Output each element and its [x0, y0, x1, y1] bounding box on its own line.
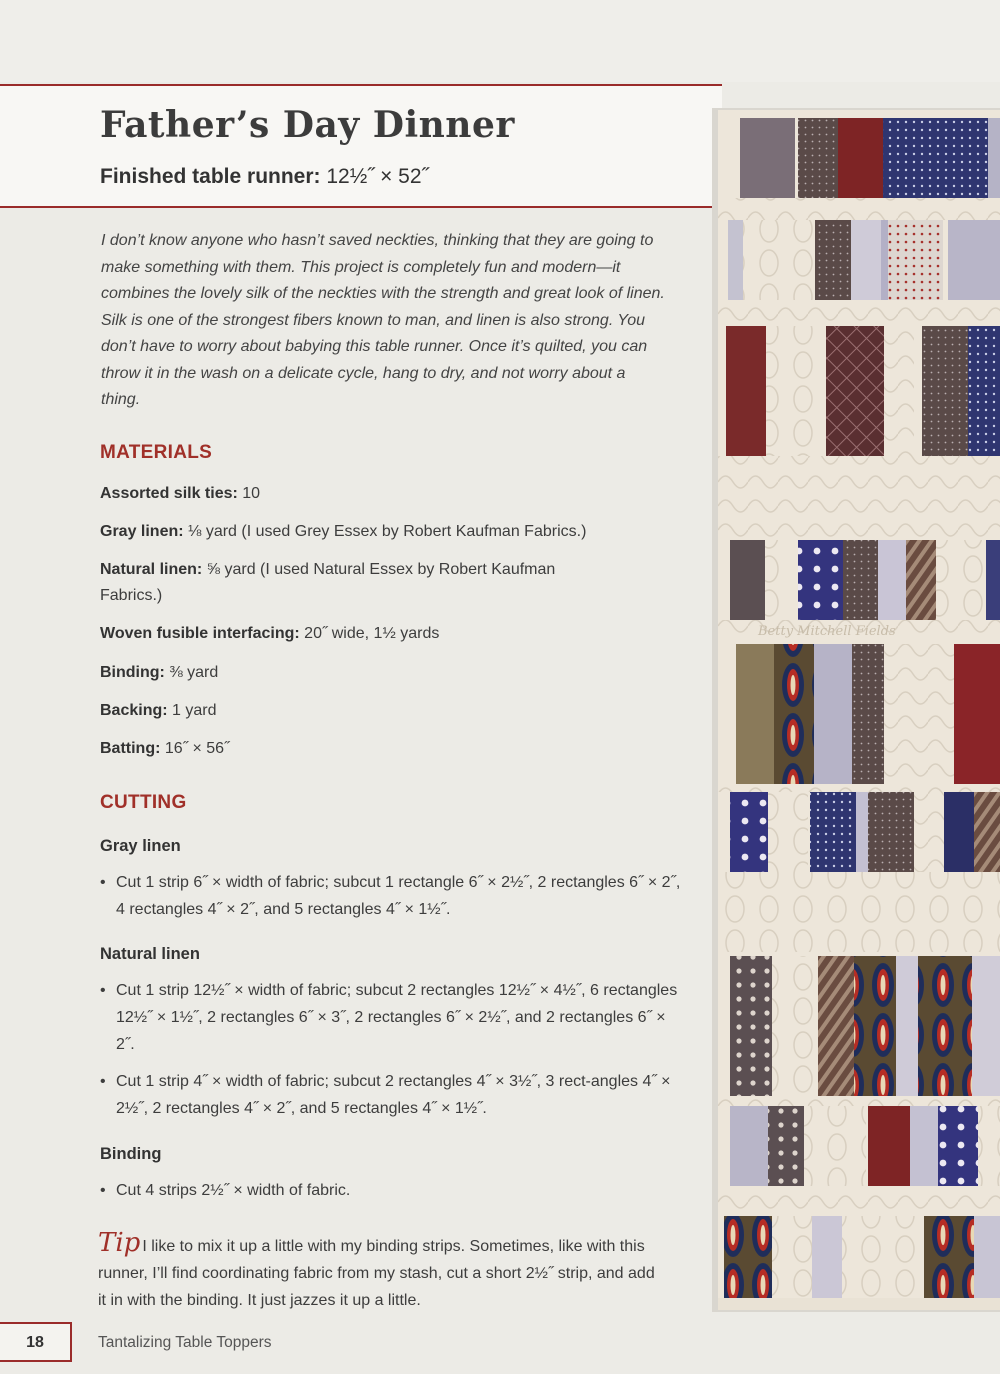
material-item	[100, 519, 660, 545]
material-value: 10	[237, 485, 261, 502]
quilt-swirl-band	[718, 872, 1000, 952]
material-label: Assorted silk ties:	[100, 485, 238, 502]
material-value: ⅛ yard (I used Grey Essex by Robert Kaufman Fabrics.)	[183, 523, 587, 540]
quilt-row-5	[736, 644, 1000, 784]
cutting-group-title: Natural linen	[100, 945, 200, 963]
top-margin	[0, 0, 1000, 82]
page-subtitle	[100, 165, 429, 189]
tip-text: I like to mix it up a little with my binding strips. Sometimes, like with this runner, I’ll find coordinating fabric from my stash, cut a short 2½˝ strip, and add it in with the binding. It just jazzes it up a little.	[98, 1238, 655, 1309]
material-value: ⅜ yard	[164, 664, 219, 681]
material-label: Batting:	[100, 740, 161, 757]
quilt-sashing	[718, 1096, 1000, 1106]
quilt-sashing	[718, 198, 1000, 220]
quilt-row-2	[728, 220, 1000, 300]
quilt-row-1	[740, 118, 1000, 198]
material-item	[100, 621, 660, 647]
quilt-bottom-edge	[718, 1298, 1000, 1310]
material-item	[100, 481, 660, 507]
quilt-photo	[718, 110, 1000, 1310]
page-title: Father’s Day Dinner	[100, 104, 515, 146]
intro-paragraph: I don’t know anyone who hasn’t saved neckties, thinking that they are going to make something with them. This project is completely fun and modern—it combines the lovely silk of the neckties with the strength and great look of linen. Silk is one of the strongest fibers known to man, and linen is also strong. You don’t have to worry about babying this table runner. Once it’s quilted, you can throw it in the wash on a delicate cycle, hang to dry, and not worry about a thing.	[101, 232, 665, 408]
quilt-row-4	[730, 540, 1000, 620]
quilt-signature: Betty Mitchell Fields	[758, 624, 896, 639]
cutting-bullet: • Cut 1 strip 12½˝ × width of fabric; subcut 2 rectangles 12½˝ × 4½˝, 6 rectangles 12½˝ × 1½˝, 2 rectangles 6˝ × 3˝, 2 rectangles 6˝ × 2½˝, and 2 rectangles 6˝ × 2˝.	[100, 977, 686, 1058]
quilt-sashing	[718, 300, 1000, 322]
title-banner	[0, 84, 722, 208]
quilt-sashing	[718, 784, 1000, 792]
material-label: Backing:	[100, 702, 168, 719]
cutting-bullet: • Cut 1 strip 4˝ × width of fabric; subcut 2 rectangles 4˝ × 3½˝, 3 rect-angles 4˝ × 2½˝, 2 rectangles 4˝ × 2˝, and 5 rectangles 4˝ × 1½˝.	[100, 1068, 686, 1122]
material-value: 16˝ × 56˝	[160, 740, 230, 757]
page-number: 18	[0, 1322, 72, 1362]
materials-heading: MATERIALS	[100, 442, 213, 463]
material-label: Gray linen:	[100, 523, 184, 540]
material-item	[100, 698, 660, 724]
quilt-row-3	[726, 326, 1000, 456]
subtitle-value: 12½˝ × 52˝	[326, 165, 429, 188]
cutting-bullet: • Cut 4 strips 2½˝ × width of fabric.	[100, 1177, 686, 1204]
tip-label: Tip	[98, 1228, 141, 1258]
material-value: ⅝ yard (I used Natural Essex by Robert Kaufman Fabrics.)	[100, 561, 556, 604]
quilt-sashing	[718, 1186, 1000, 1216]
quilt-row-9	[724, 1216, 1000, 1310]
material-item	[100, 736, 660, 762]
quilt-row-6	[730, 792, 1000, 872]
material-label: Binding:	[100, 664, 165, 681]
cutting-heading: CUTTING	[100, 792, 187, 813]
book-title: Tantalizing Table Toppers	[98, 1334, 272, 1351]
subtitle-label: Finished table runner:	[100, 165, 321, 188]
cutting-bullet: • Cut 1 strip 6˝ × width of fabric; subcut 1 rectangle 6˝ × 2½˝, 2 rectangles 6˝ × 2˝, 4 rectangles 4˝ × 2˝, and 5 rectangles 4˝ × 1½˝.	[100, 869, 686, 923]
quilt-row-7	[730, 956, 1000, 1096]
quilt-wave-band	[718, 456, 1000, 546]
material-value: 1 yard	[167, 702, 217, 719]
material-value: 20˝ wide, 1½ yards	[299, 625, 440, 642]
cutting-group-title: Gray linen	[100, 837, 181, 855]
material-item	[100, 660, 660, 686]
quilt-row-8	[730, 1106, 1000, 1186]
cutting-group-title: Binding	[100, 1145, 162, 1163]
material-label: Woven fusible interfacing:	[100, 625, 300, 642]
material-item	[100, 557, 620, 609]
tip-box	[98, 1230, 664, 1314]
material-label: Natural linen:	[100, 561, 203, 578]
